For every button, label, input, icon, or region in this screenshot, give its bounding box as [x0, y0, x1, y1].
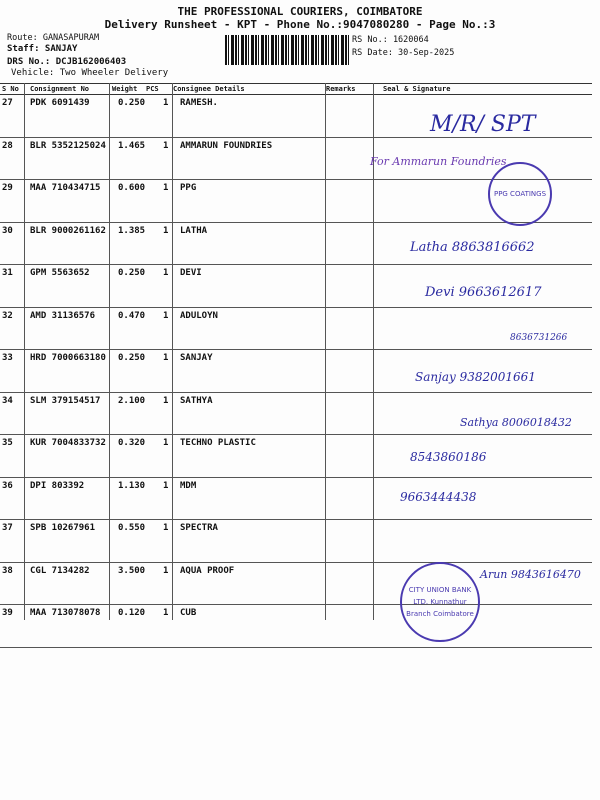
- signature: For Ammarun Foundries: [370, 155, 507, 168]
- route: Route: GANASAPURAM: [7, 33, 100, 43]
- cell-weight: 0.120: [118, 608, 146, 618]
- cell-weight: 1.385: [118, 225, 146, 236]
- signature: Sanjay 9382001661: [415, 370, 536, 384]
- cell-weight: 3.500: [118, 565, 146, 576]
- cell-consignment: SLM 379154517: [30, 395, 101, 406]
- cell-sno: 37: [2, 523, 13, 533]
- table-header: [0, 83, 592, 95]
- cell-consignment: PDK 6091439: [30, 98, 90, 108]
- cell-consignee: SANJAY: [180, 353, 213, 363]
- cell-weight: 0.550: [118, 523, 146, 533]
- table-row: [0, 605, 592, 648]
- signature: Sathya 8006018432: [460, 416, 572, 429]
- runsheet-subtitle: Delivery Runsheet - KPT - Phone No.:9047080280 - Page No.:3: [104, 18, 496, 31]
- cell-consignee: LATHA: [180, 225, 208, 236]
- col-remarks: Remarks: [326, 85, 356, 93]
- signature: 9663444438: [400, 490, 477, 504]
- cell-consignment: DPI 803392: [30, 480, 85, 491]
- col-seal: Seal & Signature: [383, 85, 451, 93]
- cell-consignee: SPECTRA: [180, 523, 218, 533]
- company-title: THE PROFESSIONAL COURIERS, COIMBATORE: [177, 5, 423, 18]
- cell-consignee: DEVI: [180, 268, 202, 278]
- cell-consignee: PPG: [180, 183, 197, 193]
- col-sno: S No: [2, 85, 19, 93]
- rs-date: RS Date: 30-Sep-2025: [352, 48, 455, 58]
- cell-consignee: SATHYA: [180, 395, 213, 406]
- cell-weight: 2.100: [118, 395, 146, 406]
- cell-consignment: HRD 7000663180: [30, 353, 106, 363]
- cell-pcs: 1: [163, 523, 169, 533]
- cell-consignment: MAA 713078078: [30, 608, 101, 618]
- col-pcs: PCS: [146, 85, 159, 93]
- cell-pcs: 1: [163, 98, 169, 108]
- cell-consignment: SPB 10267961: [30, 523, 96, 533]
- cell-sno: 29: [2, 183, 13, 193]
- cell-consignee: MDM: [180, 480, 197, 491]
- cell-consignment: KUR 7004833732: [30, 438, 106, 448]
- cell-weight: 1.130: [118, 480, 146, 491]
- cell-pcs: 1: [163, 268, 169, 278]
- cell-pcs: 1: [163, 140, 169, 151]
- cell-consignee: AQUA PROOF: [180, 565, 235, 576]
- cell-pcs: 1: [163, 183, 169, 193]
- cell-sno: 35: [2, 438, 13, 448]
- cell-sno: 28: [2, 140, 13, 151]
- cell-pcs: 1: [163, 395, 169, 406]
- signature: Arun 9843616470: [480, 568, 581, 581]
- cell-sno: 33: [2, 353, 13, 363]
- cell-weight: 0.250: [118, 353, 146, 363]
- cell-weight: 0.250: [118, 268, 146, 278]
- cell-sno: 31: [2, 268, 13, 278]
- cell-sno: 30: [2, 225, 13, 236]
- table-row: [0, 308, 592, 351]
- cell-sno: 38: [2, 565, 13, 576]
- cell-pcs: 1: [163, 310, 169, 321]
- cell-pcs: 1: [163, 608, 169, 618]
- staff: Staff: SANJAY: [7, 44, 78, 54]
- cell-weight: 0.600: [118, 183, 146, 193]
- cell-consignee: CUB: [180, 608, 197, 618]
- cell-sno: 39: [2, 608, 13, 618]
- cell-weight: 0.470: [118, 310, 146, 321]
- table-row: [0, 478, 592, 521]
- cell-weight: 0.320: [118, 438, 146, 448]
- barcode: [225, 35, 350, 65]
- cell-sno: 32: [2, 310, 13, 321]
- cell-sno: 27: [2, 98, 13, 108]
- cell-consignment: MAA 710434715: [30, 183, 101, 193]
- cell-pcs: 1: [163, 565, 169, 576]
- col-weight: Weight: [112, 85, 138, 93]
- signature: Devi 9663612617: [425, 285, 542, 300]
- vehicle: Vehicle: Two Wheeler Delivery: [11, 68, 169, 78]
- cell-consignment: BLR 9000261162: [30, 225, 106, 236]
- col-consignment: Consignment No: [30, 85, 90, 93]
- cell-consignee: TECHNO PLASTIC: [180, 438, 256, 448]
- signature: 8543860186: [410, 450, 487, 464]
- cell-consignment: CGL 7134282: [30, 565, 90, 576]
- signature: M/R/ SPT: [430, 112, 536, 137]
- cell-pcs: 1: [163, 480, 169, 491]
- ppg-stamp: PPG COATINGS: [488, 162, 552, 226]
- cell-consignee: ADULOYN: [180, 310, 218, 321]
- signature: Latha 8863816662: [410, 240, 535, 255]
- cell-consignment: GPM 5563652: [30, 268, 90, 278]
- rs-number: RS No.: 1620064: [352, 35, 429, 45]
- signature: 8636731266: [510, 333, 568, 343]
- cell-consignment: AMD 31136576: [30, 310, 96, 321]
- cell-sno: 34: [2, 395, 13, 406]
- drs-number: DRS No.: DCJB162006403: [7, 57, 127, 67]
- bank-stamp: CITY UNION BANK LTD. Kunnathur Branch Coimbatore: [400, 562, 480, 642]
- cell-sno: 36: [2, 480, 13, 491]
- cell-pcs: 1: [163, 438, 169, 448]
- cell-pcs: 1: [163, 353, 169, 363]
- table-row: [0, 435, 592, 478]
- cell-weight: 0.250: [118, 98, 146, 108]
- cell-consignment: BLR 5352125024: [30, 140, 106, 151]
- cell-pcs: 1: [163, 225, 169, 236]
- cell-weight: 1.465: [118, 140, 146, 151]
- table-row: [0, 520, 592, 563]
- cell-consignee: AMMARUN FOUNDRIES: [180, 140, 273, 151]
- col-consignee: Consignee Details: [173, 85, 245, 93]
- cell-consignee: RAMESH.: [180, 98, 218, 108]
